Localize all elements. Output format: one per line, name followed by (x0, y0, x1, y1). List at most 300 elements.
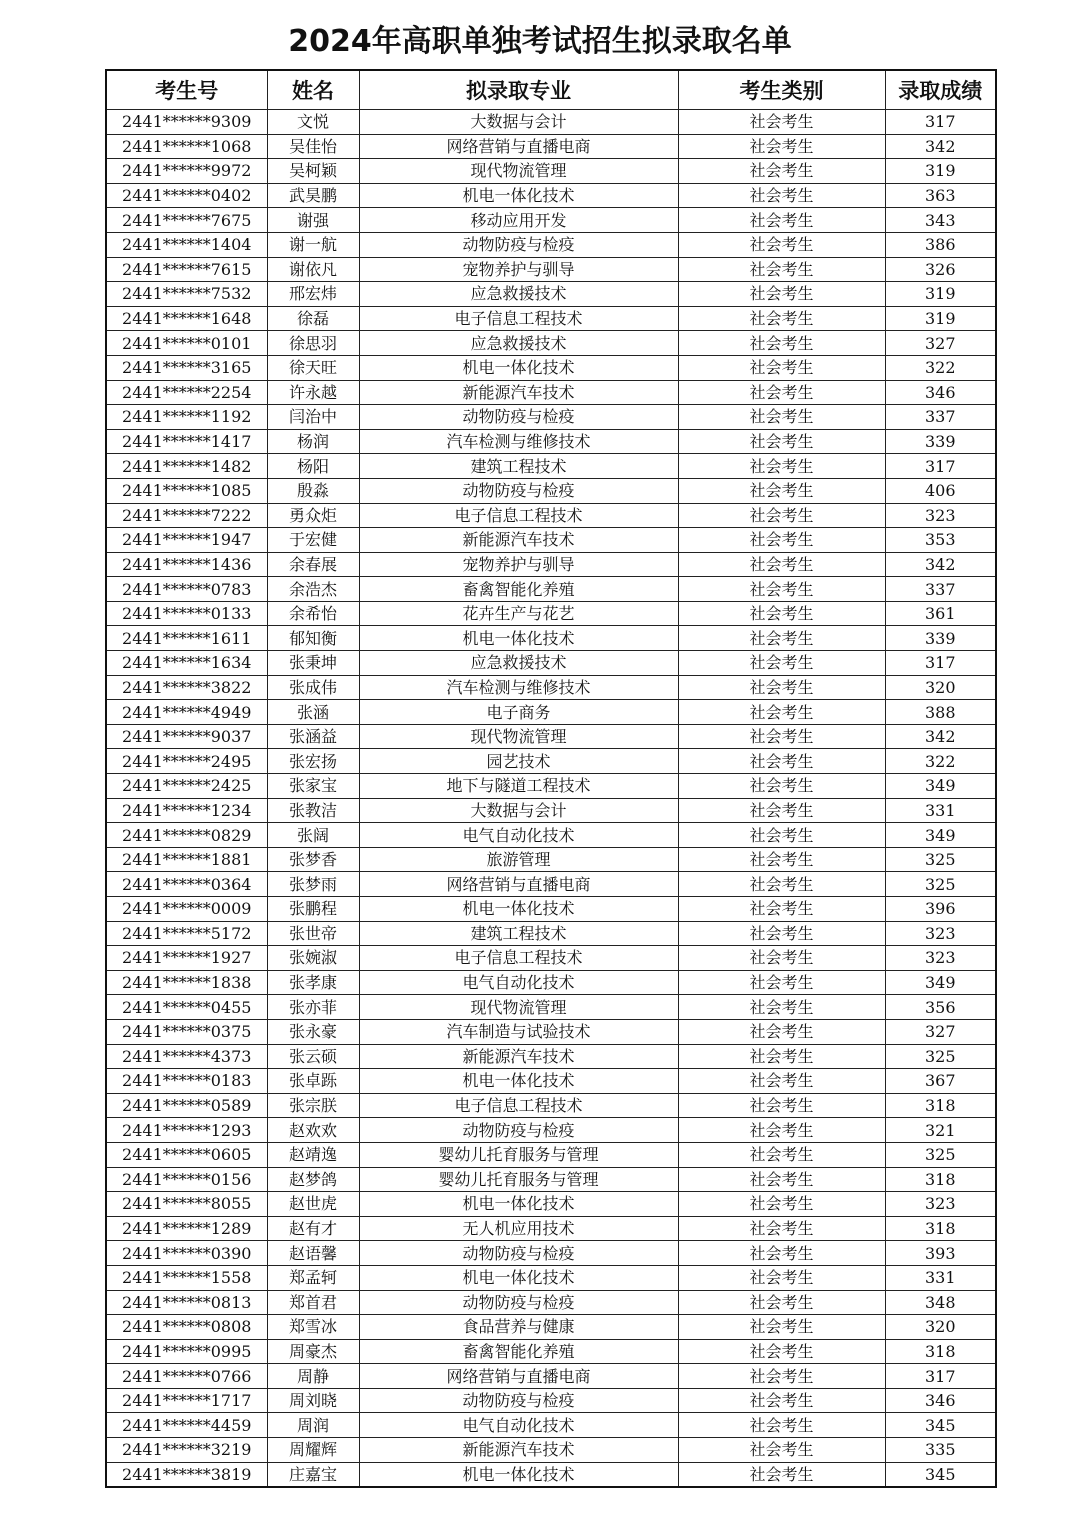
category-cell: 社会考生 (678, 1216, 885, 1241)
major-cell: 现代物流管理 (359, 995, 678, 1020)
category-cell: 社会考生 (678, 1142, 885, 1167)
exam-number-cell: 2441******1234 (106, 798, 267, 823)
major-cell: 移动应用开发 (359, 208, 678, 233)
major-cell: 动物防疫与检疫 (359, 232, 678, 257)
score-cell: 319 (885, 306, 996, 331)
name-cell: 于宏健 (267, 528, 359, 553)
name-cell: 谢强 (267, 208, 359, 233)
category-cell: 社会考生 (678, 1118, 885, 1143)
table-row (106, 970, 996, 995)
major-cell: 婴幼儿托育服务与管理 (359, 1167, 678, 1192)
name-cell: 武昊鹏 (267, 183, 359, 208)
major-cell: 花卉生产与花艺 (359, 601, 678, 626)
major-cell: 动物防疫与检疫 (359, 1388, 678, 1413)
table-row (106, 798, 996, 823)
major-cell: 汽车检测与维修技术 (359, 429, 678, 454)
category-cell: 社会考生 (678, 503, 885, 528)
category-cell: 社会考生 (678, 823, 885, 848)
table-row (106, 1069, 996, 1094)
name-cell: 张涵益 (267, 724, 359, 749)
major-cell: 机电一体化技术 (359, 626, 678, 651)
category-cell: 社会考生 (678, 921, 885, 946)
category-cell: 社会考生 (678, 331, 885, 356)
exam-number-cell: 2441******1192 (106, 405, 267, 430)
table-row (106, 577, 996, 602)
name-cell: 张云硕 (267, 1044, 359, 1069)
exam-number-cell: 2441******1838 (106, 970, 267, 995)
exam-number-cell: 2441******4373 (106, 1044, 267, 1069)
category-cell: 社会考生 (678, 110, 885, 135)
name-cell: 勇众炬 (267, 503, 359, 528)
score-cell: 331 (885, 1265, 996, 1290)
score-cell: 331 (885, 798, 996, 823)
score-cell: 317 (885, 651, 996, 676)
major-cell: 新能源汽车技术 (359, 380, 678, 405)
exam-number-cell: 2441******3219 (106, 1438, 267, 1463)
name-cell: 郑首君 (267, 1290, 359, 1315)
exam-number-cell: 2441******1289 (106, 1216, 267, 1241)
category-cell: 社会考生 (678, 1315, 885, 1340)
major-cell: 建筑工程技术 (359, 454, 678, 479)
table-row (106, 921, 996, 946)
category-cell: 社会考生 (678, 1019, 885, 1044)
category-cell: 社会考生 (678, 601, 885, 626)
table-row (106, 478, 996, 503)
category-cell: 社会考生 (678, 478, 885, 503)
category-cell: 社会考生 (678, 159, 885, 184)
exam-number-cell: 2441******0455 (106, 995, 267, 1020)
name-cell: 周静 (267, 1364, 359, 1389)
category-cell: 社会考生 (678, 1167, 885, 1192)
major-cell: 汽车制造与试验技术 (359, 1019, 678, 1044)
category-cell: 社会考生 (678, 798, 885, 823)
category-cell: 社会考生 (678, 995, 885, 1020)
exam-number-cell: 2441******0101 (106, 331, 267, 356)
category-cell: 社会考生 (678, 1093, 885, 1118)
name-cell: 谢一航 (267, 232, 359, 257)
major-cell: 动物防疫与检疫 (359, 1290, 678, 1315)
category-cell: 社会考生 (678, 528, 885, 553)
category-cell: 社会考生 (678, 1388, 885, 1413)
major-cell: 机电一体化技术 (359, 183, 678, 208)
score-cell: 319 (885, 282, 996, 307)
table-row (106, 1216, 996, 1241)
score-cell: 337 (885, 577, 996, 602)
column-header-score: 录取成绩 (885, 70, 996, 110)
category-cell: 社会考生 (678, 429, 885, 454)
table-row (106, 1315, 996, 1340)
score-cell: 323 (885, 921, 996, 946)
exam-number-cell: 2441******0402 (106, 183, 267, 208)
major-cell: 动物防疫与检疫 (359, 1118, 678, 1143)
score-cell: 323 (885, 1192, 996, 1217)
table-row (106, 159, 996, 184)
score-cell: 406 (885, 478, 996, 503)
score-cell: 386 (885, 232, 996, 257)
category-cell: 社会考生 (678, 1069, 885, 1094)
table-header-row (106, 70, 996, 110)
major-cell: 网络营销与直播电商 (359, 134, 678, 159)
score-cell: 342 (885, 552, 996, 577)
name-cell: 郁知衡 (267, 626, 359, 651)
score-cell: 367 (885, 1069, 996, 1094)
name-cell: 张阔 (267, 823, 359, 848)
exam-number-cell: 2441******0813 (106, 1290, 267, 1315)
admission-table (105, 69, 997, 1488)
category-cell: 社会考生 (678, 700, 885, 725)
table-row (106, 1167, 996, 1192)
name-cell: 张鹏程 (267, 897, 359, 922)
name-cell: 郑孟轲 (267, 1265, 359, 1290)
score-cell: 319 (885, 159, 996, 184)
exam-number-cell: 2441******0183 (106, 1069, 267, 1094)
exam-number-cell: 2441******0808 (106, 1315, 267, 1340)
exam-number-cell: 2441******0589 (106, 1093, 267, 1118)
table-row (106, 183, 996, 208)
exam-number-cell: 2441******0133 (106, 601, 267, 626)
score-cell: 322 (885, 355, 996, 380)
major-cell: 电气自动化技术 (359, 1413, 678, 1438)
table-row (106, 847, 996, 872)
table-row (106, 700, 996, 725)
major-cell: 食品营养与健康 (359, 1315, 678, 1340)
category-cell: 社会考生 (678, 872, 885, 897)
category-cell: 社会考生 (678, 1364, 885, 1389)
name-cell: 杨阳 (267, 454, 359, 479)
score-cell: 345 (885, 1462, 996, 1487)
table-row (106, 429, 996, 454)
score-cell: 345 (885, 1413, 996, 1438)
major-cell: 电子商务 (359, 700, 678, 725)
table-row (106, 1044, 996, 1069)
score-cell: 342 (885, 724, 996, 749)
score-cell: 343 (885, 208, 996, 233)
exam-number-cell: 2441******7222 (106, 503, 267, 528)
exam-number-cell: 2441******0364 (106, 872, 267, 897)
major-cell: 网络营销与直播电商 (359, 872, 678, 897)
exam-number-cell: 2441******4459 (106, 1413, 267, 1438)
category-cell: 社会考生 (678, 1339, 885, 1364)
name-cell: 殷淼 (267, 478, 359, 503)
table-row (106, 331, 996, 356)
major-cell: 建筑工程技术 (359, 921, 678, 946)
exam-number-cell: 2441******7532 (106, 282, 267, 307)
name-cell: 张卓跞 (267, 1069, 359, 1094)
table-row (106, 1093, 996, 1118)
table-row (106, 897, 996, 922)
exam-number-cell: 2441******0009 (106, 897, 267, 922)
exam-number-cell: 2441******1085 (106, 478, 267, 503)
name-cell: 赵世虎 (267, 1192, 359, 1217)
exam-number-cell: 2441******0375 (106, 1019, 267, 1044)
exam-number-cell: 2441******9309 (106, 110, 267, 135)
name-cell: 张世帝 (267, 921, 359, 946)
exam-number-cell: 2441******1404 (106, 232, 267, 257)
major-cell: 新能源汽车技术 (359, 1044, 678, 1069)
name-cell: 赵有才 (267, 1216, 359, 1241)
major-cell: 电子信息工程技术 (359, 1093, 678, 1118)
major-cell: 应急救援技术 (359, 331, 678, 356)
exam-number-cell: 2441******0766 (106, 1364, 267, 1389)
table-row (106, 208, 996, 233)
major-cell: 现代物流管理 (359, 159, 678, 184)
category-cell: 社会考生 (678, 257, 885, 282)
table-row (106, 774, 996, 799)
score-cell: 317 (885, 1364, 996, 1389)
exam-number-cell: 2441******1611 (106, 626, 267, 651)
major-cell: 汽车检测与维修技术 (359, 675, 678, 700)
exam-number-cell: 2441******1417 (106, 429, 267, 454)
exam-number-cell: 2441******4949 (106, 700, 267, 725)
name-cell: 周润 (267, 1413, 359, 1438)
table-row (106, 306, 996, 331)
score-cell: 349 (885, 823, 996, 848)
name-cell: 徐磊 (267, 306, 359, 331)
major-cell: 网络营销与直播电商 (359, 1364, 678, 1389)
score-cell: 318 (885, 1339, 996, 1364)
name-cell: 张宗朕 (267, 1093, 359, 1118)
exam-number-cell: 2441******3819 (106, 1462, 267, 1487)
category-cell: 社会考生 (678, 1192, 885, 1217)
table-row (106, 380, 996, 405)
name-cell: 邢宏炜 (267, 282, 359, 307)
table-row (106, 872, 996, 897)
name-cell: 徐思羽 (267, 331, 359, 356)
table-row (106, 1364, 996, 1389)
category-cell: 社会考生 (678, 897, 885, 922)
category-cell: 社会考生 (678, 774, 885, 799)
major-cell: 应急救援技术 (359, 282, 678, 307)
major-cell: 电气自动化技术 (359, 970, 678, 995)
table-row (106, 1265, 996, 1290)
table-row (106, 946, 996, 971)
table-row (106, 232, 996, 257)
name-cell: 赵语馨 (267, 1241, 359, 1266)
major-cell: 机电一体化技术 (359, 1265, 678, 1290)
major-cell: 电气自动化技术 (359, 823, 678, 848)
major-cell: 电子信息工程技术 (359, 306, 678, 331)
score-cell: 327 (885, 1019, 996, 1044)
name-cell: 张孝康 (267, 970, 359, 995)
score-cell: 320 (885, 1315, 996, 1340)
category-cell: 社会考生 (678, 577, 885, 602)
exam-number-cell: 2441******9972 (106, 159, 267, 184)
category-cell: 社会考生 (678, 552, 885, 577)
exam-number-cell: 2441******2425 (106, 774, 267, 799)
major-cell: 园艺技术 (359, 749, 678, 774)
major-cell: 动物防疫与检疫 (359, 1241, 678, 1266)
name-cell: 郑雪冰 (267, 1315, 359, 1340)
name-cell: 张秉坤 (267, 651, 359, 676)
category-cell: 社会考生 (678, 1241, 885, 1266)
major-cell: 地下与隧道工程技术 (359, 774, 678, 799)
score-cell: 353 (885, 528, 996, 553)
name-cell: 张教洁 (267, 798, 359, 823)
table-row (106, 1438, 996, 1463)
major-cell: 应急救援技术 (359, 651, 678, 676)
score-cell: 321 (885, 1118, 996, 1143)
column-header-category: 考生类别 (678, 70, 885, 110)
name-cell: 谢依凡 (267, 257, 359, 282)
score-cell: 337 (885, 405, 996, 430)
column-header-exam-number: 考生号 (106, 70, 267, 110)
table-row (106, 1192, 996, 1217)
major-cell: 机电一体化技术 (359, 1192, 678, 1217)
major-cell: 新能源汽车技术 (359, 528, 678, 553)
score-cell: 325 (885, 872, 996, 897)
category-cell: 社会考生 (678, 134, 885, 159)
column-header-major: 拟录取专业 (359, 70, 678, 110)
category-cell: 社会考生 (678, 183, 885, 208)
major-cell: 无人机应用技术 (359, 1216, 678, 1241)
category-cell: 社会考生 (678, 626, 885, 651)
category-cell: 社会考生 (678, 208, 885, 233)
exam-number-cell: 2441******0156 (106, 1167, 267, 1192)
name-cell: 张梦香 (267, 847, 359, 872)
name-cell: 张涵 (267, 700, 359, 725)
score-cell: 363 (885, 183, 996, 208)
exam-number-cell: 2441******5172 (106, 921, 267, 946)
category-cell: 社会考生 (678, 749, 885, 774)
category-cell: 社会考生 (678, 282, 885, 307)
major-cell: 新能源汽车技术 (359, 1438, 678, 1463)
score-cell: 323 (885, 503, 996, 528)
major-cell: 动物防疫与检疫 (359, 405, 678, 430)
table-row (106, 1388, 996, 1413)
exam-number-cell: 2441******1293 (106, 1118, 267, 1143)
major-cell: 电子信息工程技术 (359, 946, 678, 971)
table-row (106, 1339, 996, 1364)
name-cell: 张家宝 (267, 774, 359, 799)
name-cell: 周耀辉 (267, 1438, 359, 1463)
name-cell: 周豪杰 (267, 1339, 359, 1364)
exam-number-cell: 2441******9037 (106, 724, 267, 749)
category-cell: 社会考生 (678, 1290, 885, 1315)
table-row (106, 1462, 996, 1487)
table-row (106, 675, 996, 700)
exam-number-cell: 2441******1482 (106, 454, 267, 479)
name-cell: 闫治中 (267, 405, 359, 430)
exam-number-cell: 2441******0829 (106, 823, 267, 848)
exam-number-cell: 2441******1947 (106, 528, 267, 553)
table-row (106, 823, 996, 848)
table-row (106, 1241, 996, 1266)
name-cell: 余浩杰 (267, 577, 359, 602)
major-cell: 大数据与会计 (359, 798, 678, 823)
major-cell: 机电一体化技术 (359, 897, 678, 922)
table-row (106, 552, 996, 577)
exam-number-cell: 2441******7615 (106, 257, 267, 282)
category-cell: 社会考生 (678, 405, 885, 430)
category-cell: 社会考生 (678, 651, 885, 676)
score-cell: 361 (885, 601, 996, 626)
exam-number-cell: 2441******1927 (106, 946, 267, 971)
name-cell: 吴柯颖 (267, 159, 359, 184)
page-title: 2024年高职单独考试招生拟录取名单 (288, 24, 792, 59)
exam-number-cell: 2441******1717 (106, 1388, 267, 1413)
table-row (106, 282, 996, 307)
table-row (106, 1290, 996, 1315)
exam-number-cell: 2441******3165 (106, 355, 267, 380)
category-cell: 社会考生 (678, 946, 885, 971)
table-row (106, 1142, 996, 1167)
score-cell: 335 (885, 1438, 996, 1463)
score-cell: 348 (885, 1290, 996, 1315)
category-cell: 社会考生 (678, 454, 885, 479)
name-cell: 杨润 (267, 429, 359, 454)
name-cell: 余希怡 (267, 601, 359, 626)
exam-number-cell: 2441******0390 (106, 1241, 267, 1266)
score-cell: 396 (885, 897, 996, 922)
score-cell: 346 (885, 380, 996, 405)
exam-number-cell: 2441******1881 (106, 847, 267, 872)
name-cell: 张成伟 (267, 675, 359, 700)
category-cell: 社会考生 (678, 1265, 885, 1290)
score-cell: 356 (885, 995, 996, 1020)
category-cell: 社会考生 (678, 306, 885, 331)
score-cell: 320 (885, 675, 996, 700)
exam-number-cell: 2441******2254 (106, 380, 267, 405)
table-row (106, 405, 996, 430)
name-cell: 吴佳怡 (267, 134, 359, 159)
table-row (106, 1019, 996, 1044)
major-cell: 宠物养护与驯导 (359, 257, 678, 282)
score-cell: 339 (885, 626, 996, 651)
category-cell: 社会考生 (678, 1044, 885, 1069)
name-cell: 张梦雨 (267, 872, 359, 897)
table-row (106, 454, 996, 479)
score-cell: 326 (885, 257, 996, 282)
table-row (106, 626, 996, 651)
score-cell: 322 (885, 749, 996, 774)
category-cell: 社会考生 (678, 380, 885, 405)
category-cell: 社会考生 (678, 355, 885, 380)
score-cell: 325 (885, 847, 996, 872)
exam-number-cell: 2441******8055 (106, 1192, 267, 1217)
exam-number-cell: 2441******0783 (106, 577, 267, 602)
category-cell: 社会考生 (678, 1413, 885, 1438)
category-cell: 社会考生 (678, 724, 885, 749)
table-row (106, 1413, 996, 1438)
exam-number-cell: 2441******7675 (106, 208, 267, 233)
category-cell: 社会考生 (678, 1438, 885, 1463)
score-cell: 349 (885, 774, 996, 799)
table-row (106, 724, 996, 749)
score-cell: 327 (885, 331, 996, 356)
score-cell: 318 (885, 1216, 996, 1241)
category-cell: 社会考生 (678, 847, 885, 872)
score-cell: 349 (885, 970, 996, 995)
major-cell: 大数据与会计 (359, 110, 678, 135)
score-cell: 318 (885, 1093, 996, 1118)
major-cell: 畜禽智能化养殖 (359, 577, 678, 602)
score-cell: 318 (885, 1167, 996, 1192)
name-cell: 赵欢欢 (267, 1118, 359, 1143)
score-cell: 325 (885, 1142, 996, 1167)
major-cell: 动物防疫与检疫 (359, 478, 678, 503)
table-body (106, 110, 996, 1488)
name-cell: 张亦菲 (267, 995, 359, 1020)
table-row (106, 601, 996, 626)
table-row (106, 651, 996, 676)
category-cell: 社会考生 (678, 970, 885, 995)
column-header-name: 姓名 (267, 70, 359, 110)
name-cell: 庄嘉宝 (267, 1462, 359, 1487)
exam-number-cell: 2441******1558 (106, 1265, 267, 1290)
name-cell: 张永豪 (267, 1019, 359, 1044)
major-cell: 电子信息工程技术 (359, 503, 678, 528)
major-cell: 机电一体化技术 (359, 1069, 678, 1094)
